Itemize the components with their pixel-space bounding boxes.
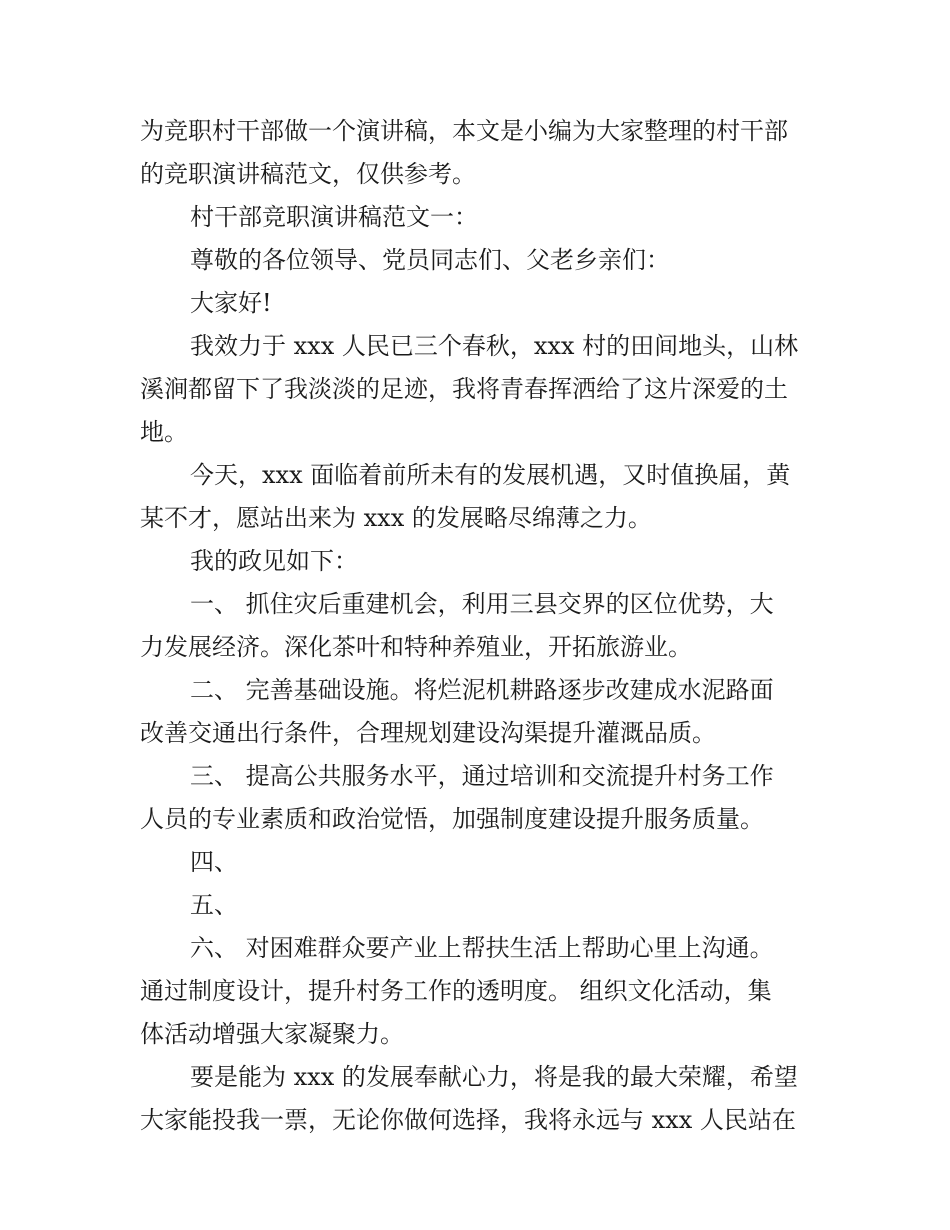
list-item: 六、 对困难群众要产业上帮扶生活上帮助心里上沟通。 xyxy=(190,934,774,962)
text-line: 今天，xxx 面临着前所未有的发展机遇，又时值换届，黄 xyxy=(190,461,791,489)
list-item: 五、 xyxy=(190,891,238,919)
text-line: 的竞职演讲稿范文，仅供参考。 xyxy=(140,160,476,188)
text-line: 溪涧都留下了我淡淡的足迹，我将青春挥洒给了这片深爱的土 xyxy=(140,375,788,403)
text-line: 大家能投我一票，无论你做何选择，我将永远与 xxx 人民站在 xyxy=(140,1106,796,1134)
list-item: 四、 xyxy=(190,848,238,876)
text-line: 我的政见如下： xyxy=(190,547,358,575)
text-line: 为竞职村干部做一个演讲稿，本文是小编为大家整理的村干部 xyxy=(140,117,788,145)
text-line: 人员的专业素质和政治觉悟，加强制度建设提升服务质量。 xyxy=(140,805,764,833)
text-line: 我效力于 xxx 人民已三个春秋，xxx 村的田间地头，山林 xyxy=(190,332,799,360)
text-line: 某不才，愿站出来为 xxx 的发展略尽绵薄之力。 xyxy=(140,504,652,532)
list-item: 三、 提高公共服务水平，通过培训和交流提升村务工作 xyxy=(190,762,774,790)
text-line: 通过制度设计，提升村务工作的透明度。 组织文化活动，集 xyxy=(140,977,772,1005)
text-line: 体活动增强大家凝聚力。 xyxy=(140,1020,404,1048)
text-line: 力发展经济。深化茶叶和特种养殖业，开拓旅游业。 xyxy=(140,633,692,661)
document-body xyxy=(140,110,820,1142)
list-item: 二、 完善基础设施。将烂泥机耕路逐步改建成水泥路面 xyxy=(190,676,774,704)
greeting: 大家好! xyxy=(190,289,272,317)
section-heading: 村干部竞职演讲稿范文一： xyxy=(190,203,478,231)
text-line: 要是能为 xxx 的发展奉献心力，将是我的最大荣耀，希望 xyxy=(190,1063,798,1091)
salutation: 尊敬的各位领导、党员同志们、父老乡亲们： xyxy=(190,246,670,274)
text-line: 改善交通出行条件，合理规划建设沟渠提升灌溉品质。 xyxy=(140,719,716,747)
list-item: 一、 抓住灾后重建机会，利用三县交界的区位优势，大 xyxy=(190,590,774,618)
text-line: 地。 xyxy=(140,418,188,446)
